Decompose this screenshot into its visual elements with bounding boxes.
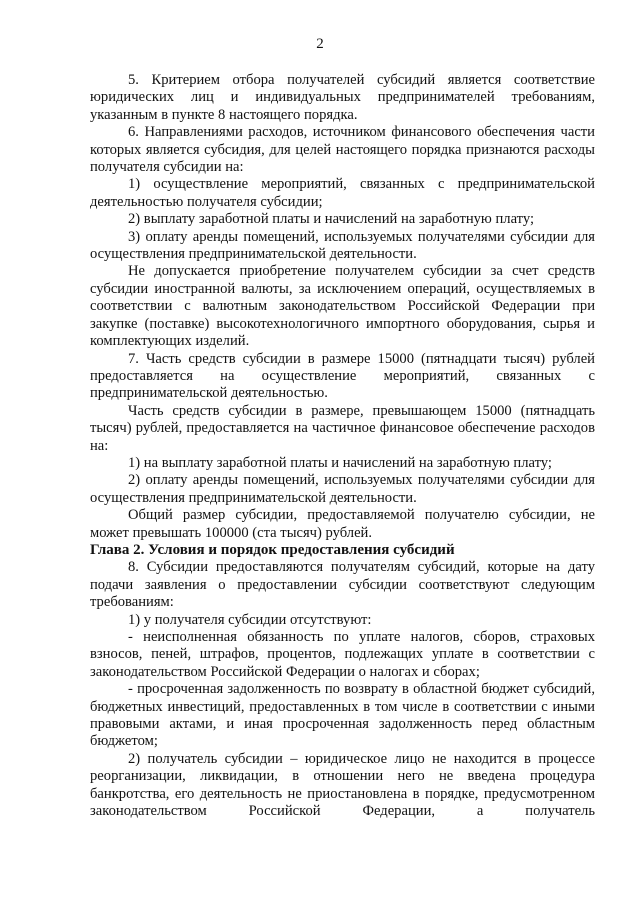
chapter-heading: Глава 2. Условия и порядок предоставления субсидий — [90, 541, 455, 558]
document-body — [90, 72, 595, 820]
paragraph: - неисполненная обязанность по уплате налогов, сборов, страховых взносов, пеней, штрафов, процентов, подлежащих уплате в соответствии с законодательством Российской Федерации о налогах и сборах; — [90, 629, 595, 680]
paragraph: 2) оплату аренды помещений, используемых получателями субсидии для осуществления предпринимательской деятельности. — [90, 472, 595, 506]
paragraph: Часть средств субсидии в размере, превышающем 15000 (пятнадцать тысяч) рублей, предоставляется на частичное финансовое обеспечение расходов на: — [90, 402, 595, 454]
paragraph: 1) у получателя субсидии отсутствуют: — [128, 611, 372, 628]
paragraph: 1) осуществление мероприятий, связанных с предпринимательской деятельностью получателя субсидии; — [90, 176, 595, 210]
paragraph: - просроченная задолженность по возврату в областной бюджет субсидий, бюджетных инвестиций, предоставленных в том числе в соответствии с иными правовыми актами, и иная просроченная задолженность перед областным бюджетом; — [90, 681, 595, 750]
paragraph: 5. Критерием отбора получателей субсидий является соответствие юридических лиц и индивидуальных предпринимателей требованиям, указанным в пункте 8 настоящего порядка. — [90, 72, 595, 123]
paragraph: 1) на выплату заработной платы и начислений на заработную плату; — [128, 454, 552, 471]
paragraph: 2) получатель субсидии – юридическое лицо не находится в процессе реорганизации, ликвидации, в отношении него не введена процедура банкротства, его деятельность не приостановлена в порядке, предусмотренном законодательством Российской Федерации, а получатель — [90, 750, 595, 820]
paragraph: 3) оплату аренды помещений, используемых получателями субсидии для осуществления предпринимательской деятельности. — [90, 228, 595, 263]
page-number: 2 — [316, 36, 324, 52]
paragraph: 8. Субсидии предоставляются получателям субсидий, которые на дату подачи заявления о предоставлении субсидии соответствуют следующим требованиям: — [90, 559, 595, 611]
paragraph: 2) выплату заработной платы и начислений на заработную плату; — [128, 211, 535, 228]
paragraph: 7. Часть средств субсидии в размере 15000 (пятнадцати тысяч) рублей предоставляется на осуществление мероприятий, связанных с предпринимательской деятельностью. — [90, 350, 595, 402]
paragraph: 6. Направлениями расходов, источником финансового обеспечения части которых является субсидия, для целей настоящего порядка признаются расходы получателя субсидии на: — [90, 124, 595, 176]
paragraph: Не допускается приобретение получателем субсидии за счет средств субсидии иностранной валюты, за исключением операций, осуществляемых в соответствии с валютным законодательством Российской Федерации при закупке (поставке) высокотехнологичного импортного оборудования, сырья и комплектующих изделий. — [90, 263, 595, 350]
paragraph: Общий размер субсидии, предоставляемой получателю субсидии, не может превышать 100000 (ста тысяч) рублей. — [90, 507, 595, 541]
